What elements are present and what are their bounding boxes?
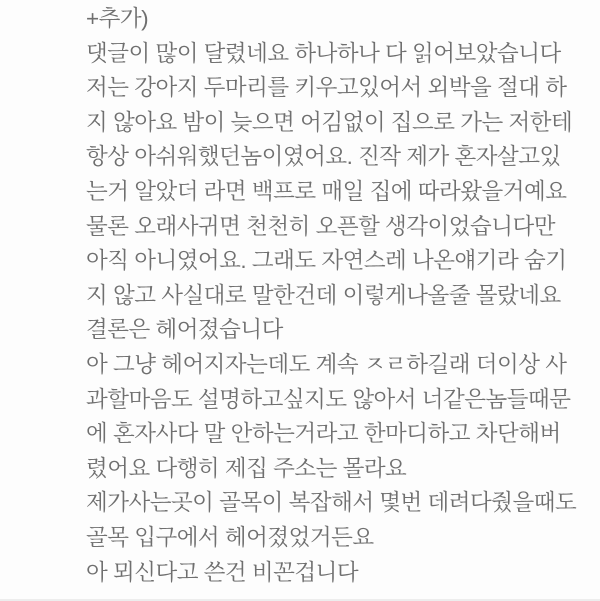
text-line: 제가사는곳이 골목이 복잡해서 몇번 데려다줬을때도 [86, 490, 577, 516]
text-line: 댓글이 많이 달렸네요 하나하나 다 읽어보았습니다 [86, 40, 561, 66]
text-line: 항상 아쉬워했던놈이였어요. 진작 제가 혼자살고있 [86, 144, 561, 170]
text-line: 물론 오래사귀면 천천히 오픈할 생각이었습니다만 [86, 213, 555, 239]
text-line: 과할마음도 설명하고싶지도 않아서 너같은놈들때문 [86, 386, 571, 412]
text-line: 는거 알았더 라면 백프로 매일 집에 따라왔을거예요 [86, 178, 567, 204]
text-line: 저는 강아지 두마리를 키우고있어서 외박을 절대 하 [86, 75, 567, 101]
post-text-block [86, 2, 600, 590]
text-line: 지 않고 사실대로 말한건데 이렇게나올줄 몰랐네요 [86, 282, 561, 308]
text-line: 에 혼자사다 말 안하는거라고 한마디하고 차단해버 [86, 421, 561, 447]
text-line: 아직 아니였어요. 그래도 자연스레 나온얘기라 숨기 [86, 248, 567, 274]
text-line: +추가) [86, 6, 149, 31]
text-line: 결론은 헤어졌습니다 [86, 317, 283, 343]
text-line: 아 뫼신다고 쓴건 비꼰겁니다 [86, 559, 359, 585]
text-line: 렸어요 다행히 제집 주소는 몰라요 [86, 455, 407, 481]
text-line: 아 그냥 헤어지자는데도 계속 ㅈㄹ하길래 더이상 사 [86, 351, 567, 377]
text-line: 골목 입구에서 헤어졌었거든요 [86, 524, 374, 550]
text-line: 지 않아요 밤이 늦으면 어김없이 집으로 가는 저한테 [86, 109, 573, 135]
